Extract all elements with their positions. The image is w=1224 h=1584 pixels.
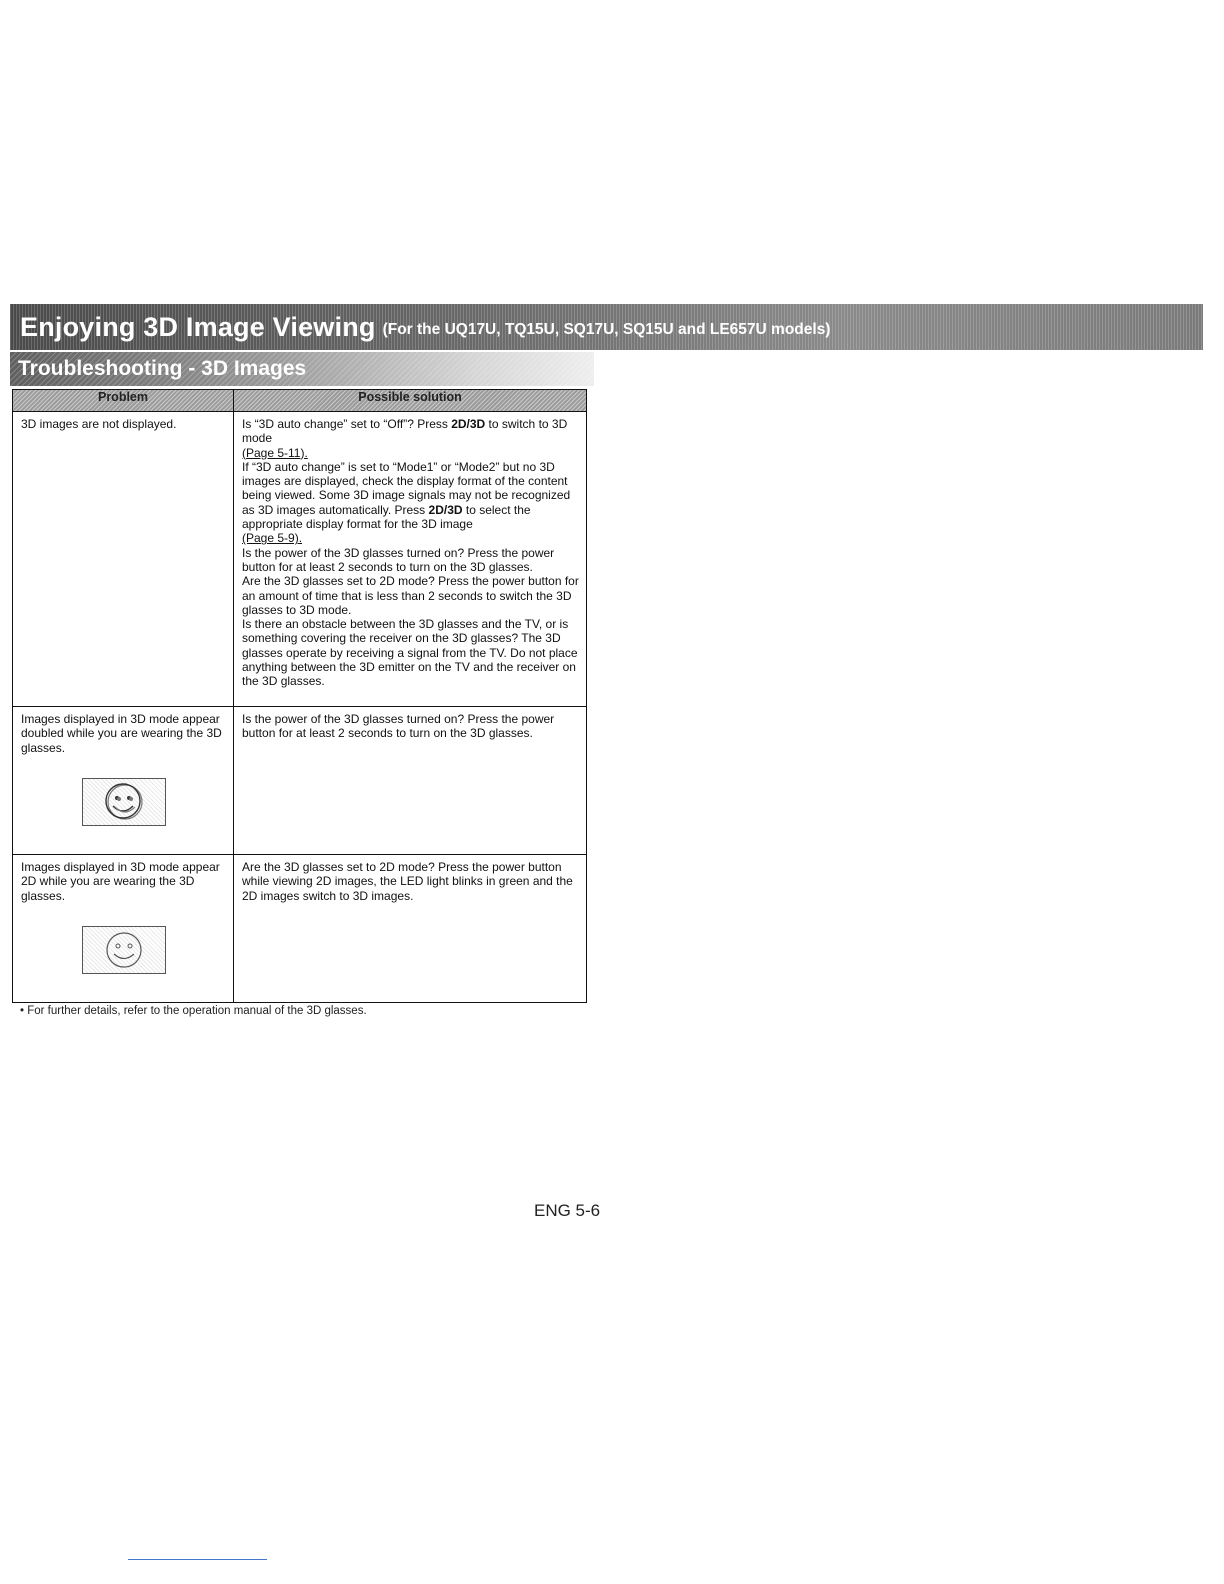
solution-paragraph: Are the 3D glasses set to 2D mode? Press the power button for an amount of time that is less than 2 seconds to switch the 3D glasses to 3D mode.	[242, 574, 579, 617]
footnote: • For further details, refer to the operation manual of the 3D glasses.	[20, 1005, 367, 1017]
problem-cell	[13, 412, 234, 707]
section-banner	[10, 352, 594, 386]
solution-paragraph	[242, 460, 582, 546]
button-name-2d3d: 2D/3D	[428, 502, 463, 517]
solution-paragraph: Is there an obstacle between the 3D glasses and the TV, or is something covering the receiver on the 3D glasses? The 3D glasses operate by receiving a signal from the TV. Do not place anything between the 3D emitter on the TV and the receiver on the 3D glasses.	[242, 617, 578, 689]
solution-cell	[234, 412, 587, 707]
button-name-2d3d: 2D/3D	[451, 417, 486, 431]
chapter-models: (For the UQ17U, TQ15U, SQ17U, SQ15U and LE657U models)	[382, 321, 831, 338]
illustration-wrap	[21, 778, 227, 826]
solution-text: If “3D auto change” is set to “Mode1” or “Mode2” but no 3D images are displayed, check the display format of the content being viewed. Some 3D image signals may not be recognized as 3D images automatically. Press	[242, 459, 571, 517]
solution-text: Is “3D auto change” set to “Off”? Press	[242, 417, 452, 431]
solution-paragraph: Are the 3D glasses set to 2D mode? Press the power button while viewing 2D images, the LED light blinks in green and the 2D images switch to 3D images.	[242, 860, 573, 903]
problem-text: 3D images are not displayed.	[21, 417, 177, 431]
solution-cell	[234, 707, 587, 855]
page-reference-link[interactable]: (Page 5-9).	[242, 531, 303, 546]
solution-column-header: Possible solution	[234, 390, 587, 412]
chapter-title: Enjoying 3D Image Viewing	[20, 311, 376, 342]
double-smiley-icon	[82, 778, 166, 826]
solution-text: to switch to 3D mode	[242, 417, 568, 446]
solution-paragraph: Is the power of the 3D glasses turned on? Press the power button for at least 2 seconds to turn on the 3D glasses.	[242, 545, 555, 574]
solution-paragraph: Is the power of the 3D glasses turned on? Press the power button for at least 2 seconds to turn on the 3D glasses.	[242, 712, 555, 741]
troubleshooting-table	[12, 389, 587, 1003]
table-header-row	[13, 390, 587, 412]
problem-cell	[13, 707, 234, 855]
solution-cell	[234, 855, 587, 1003]
bottom-rule	[128, 1559, 267, 1560]
problem-text: Images displayed in 3D mode appear doubled while you are wearing the 3D glasses.	[21, 712, 222, 755]
solution-paragraph	[242, 417, 582, 460]
flat-smiley-icon	[82, 926, 166, 974]
page-number: ENG 5-6	[534, 1201, 601, 1220]
illustration-wrap	[21, 926, 227, 974]
page-reference-link[interactable]: (Page 5-11).	[242, 445, 308, 460]
table-row	[13, 855, 587, 1003]
problem-column-header: Problem	[13, 390, 234, 412]
solution-text: to select the appropriate display format for the 3D image	[242, 502, 531, 532]
double-smiley-graphic	[94, 780, 154, 824]
table-row	[13, 412, 587, 707]
problem-text: Images displayed in 3D mode appear 2D while you are wearing the 3D glasses.	[21, 860, 220, 903]
table-row	[13, 707, 587, 855]
section-title: Troubleshooting - 3D Images	[18, 357, 307, 380]
chapter-banner	[10, 304, 1203, 350]
problem-cell	[13, 855, 234, 1003]
flat-smiley-graphic	[94, 928, 154, 972]
